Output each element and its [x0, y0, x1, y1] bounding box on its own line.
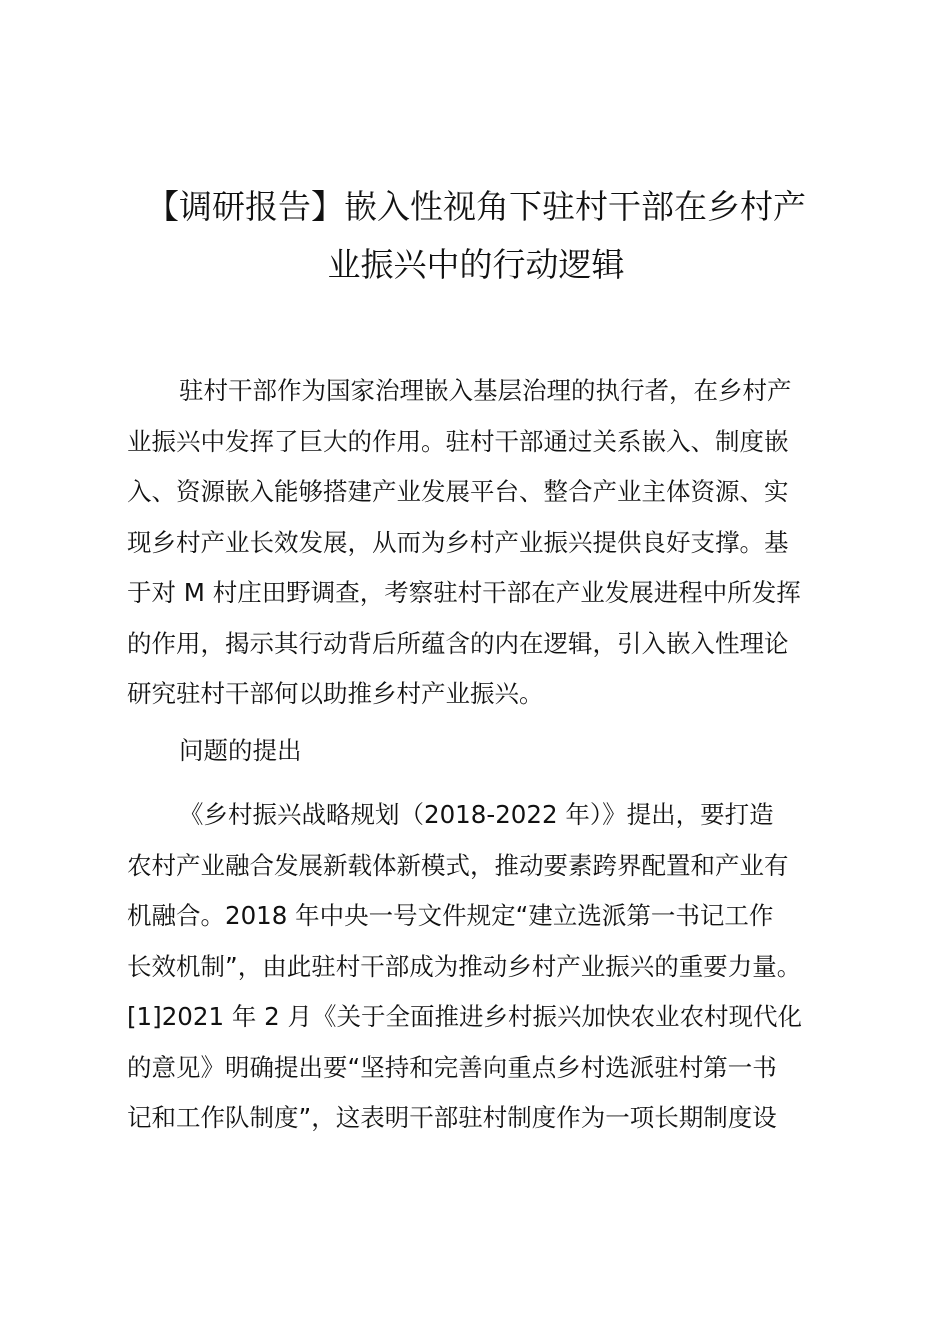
- title-line-2: 业振兴中的行动逻辑: [327, 245, 625, 284]
- abstract-line: 驻村干部作为国家治理嵌入基层治理的执行者，在乡村产: [179, 376, 792, 405]
- abstract-line: 现乡村产业长效发展，从而为乡村产业振兴提供良好支撑。基: [127, 527, 789, 557]
- paragraph-line: 长效机制”，由此驻村干部成为推动乡村产业振兴的重要力量。: [127, 951, 802, 981]
- title-line-1: 【调研报告】嵌入性视角下驻村干部在乡村产: [146, 187, 806, 226]
- paragraph-line: 农村产业融合发展新载体新模式，推动要素跨界配置和产业有: [127, 850, 789, 880]
- section-heading: [127, 726, 839, 777]
- section-heading-text: 问题的提出: [179, 736, 302, 765]
- paragraph-line: 机融合。2018 年中央一号文件规定“建立选派第一书记工作: [127, 901, 774, 930]
- abstract-line: 业振兴中发挥了巨大的作用。驻村干部通过关系嵌入、制度嵌: [127, 426, 789, 456]
- abstract-line: 研究驻村干部何以助推乡村产业振兴。: [127, 679, 544, 708]
- paragraph-line: [1]2021 年 2 月《关于全面推进乡村振兴加快农业农村现代化: [127, 1002, 803, 1031]
- body-paragraph: [127, 790, 839, 1144]
- paragraph-line: 的意见》明确提出要“坚持和完善向重点乡村选派驻村第一书: [127, 1052, 777, 1082]
- paragraph-line: 记和工作队制度”，这表明干部驻村制度作为一项长期制度设: [127, 1103, 777, 1132]
- abstract-line: 于对 M 村庄田野调查，考察驻村干部在产业发展进程中所发挥: [127, 578, 801, 607]
- abstract-line: 入、资源嵌入能够搭建产业发展平台、整合产业主体资源、实: [127, 477, 789, 506]
- paragraph-line: 《乡村振兴战略规划（2018-2022 年）》提出，要打造: [179, 800, 774, 829]
- abstract-paragraph: [127, 366, 839, 720]
- document-title: [120, 178, 832, 294]
- abstract-line: 的作用，揭示其行动背后所蕴含的内在逻辑，引入嵌入性理论: [127, 628, 789, 658]
